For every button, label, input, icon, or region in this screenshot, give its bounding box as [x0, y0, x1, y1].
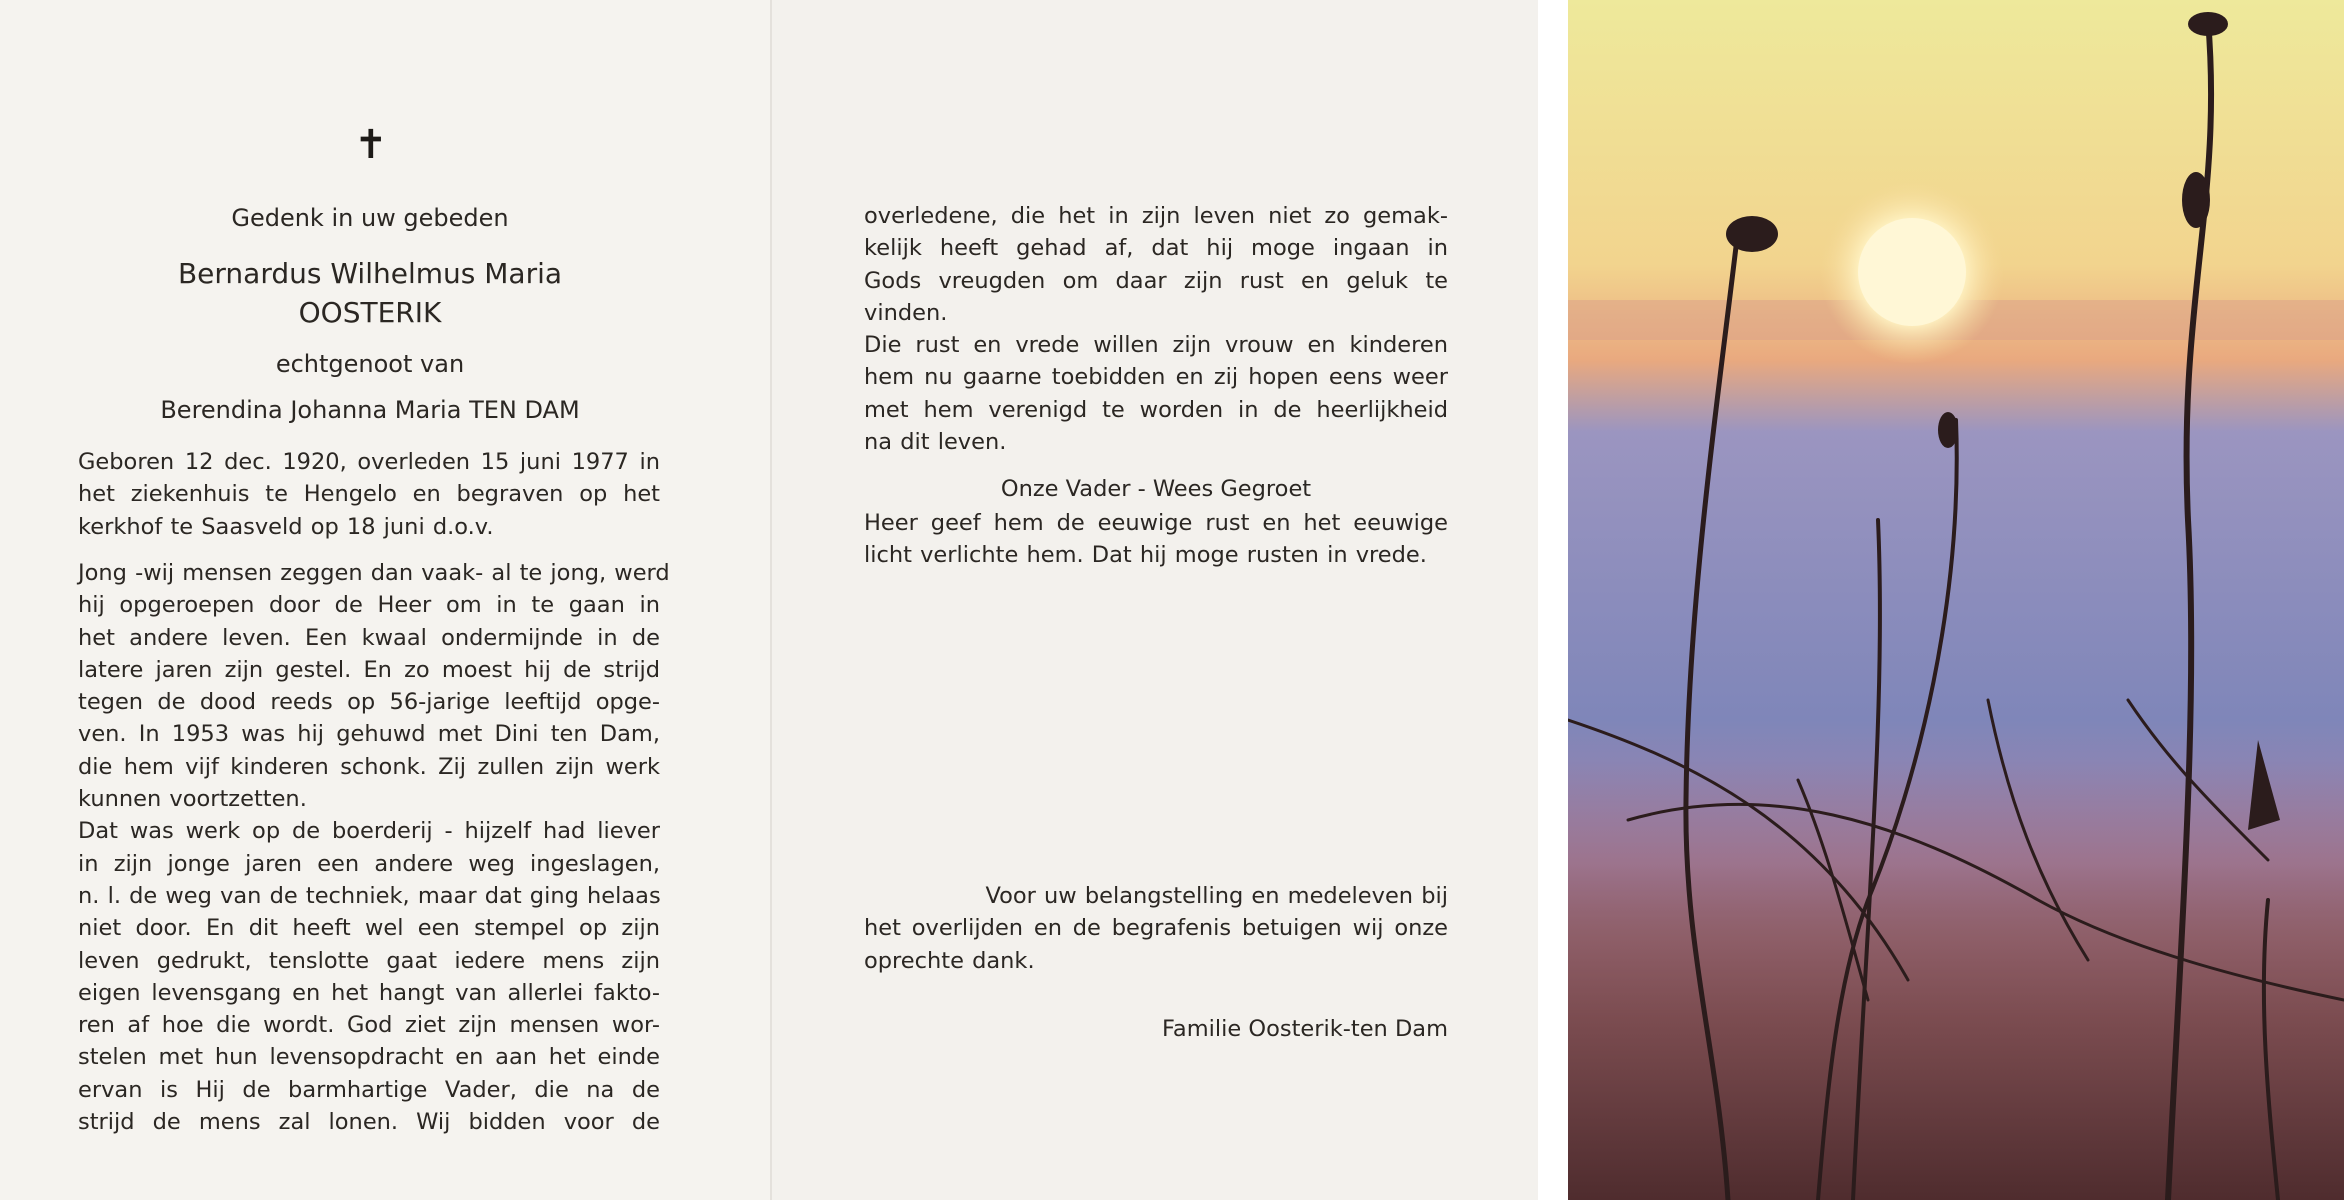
text-line: met hem verenigd te worden in de heerlijkheid	[864, 396, 1448, 423]
family-signature: Familie Oosterik-ten Dam	[1162, 1016, 1448, 1042]
deceased-name-line1: Bernardus Wilhelmus Maria	[177, 257, 563, 290]
text-line: latere jaren zijn gestel. En zo moest hij de strijd	[78, 656, 660, 683]
thanks-paragraph	[864, 880, 1448, 977]
text-line: kerkhof te Saasveld op 18 juni d.o.v.	[78, 513, 494, 540]
text-line: hem nu gaarne toebidden en zij hopen eens weer	[864, 364, 1448, 391]
text-line: Geboren 12 dec. 1920, overleden 15 juni 1977 in	[78, 449, 660, 475]
text-line: het ziekenhuis te Hengelo en begraven op het	[78, 481, 660, 508]
spouse-name: Berendina Johanna Maria TEN DAM	[160, 396, 580, 424]
deceased-name	[40, 254, 700, 332]
text-line: ren af hoe die wordt. God ziet zijn mensen wor-	[78, 1012, 660, 1039]
sunset-photo-illustration	[1568, 0, 2344, 1200]
text-line: licht verlichte hem. Dat hij moge rusten in vrede.	[864, 542, 1427, 569]
text-line: oprechte dank.	[864, 947, 1035, 974]
prayer-heading: Onze Vader - Wees Gegroet	[1000, 476, 1312, 502]
rest-prayer	[864, 507, 1448, 572]
text-line: hij opgeroepen door de Heer om in te gaan in	[78, 592, 660, 619]
birth-death-paragraph	[78, 446, 660, 543]
text-line: het andere leven. Een kwaal ondermijnde in de	[78, 624, 660, 651]
text-line: Voor uw belangstelling en medeleven bij	[985, 883, 1448, 909]
text-line: Die rust en vrede willen zijn vrouw en kinderen	[864, 332, 1448, 359]
intro-text: Gedenk in uw gebeden	[231, 204, 509, 232]
text-line: in zijn jonge jaren een andere weg ingeslagen,	[78, 850, 660, 877]
text-line: strijd de mens zal lonen. Wij bidden voor de	[78, 1109, 660, 1136]
deceased-name-line2: OOSTERIK	[298, 296, 442, 329]
text-line: vinden.	[864, 299, 948, 326]
text-line: het overlijden en de begrafenis betuigen wij onze	[864, 915, 1448, 942]
text-line: n. l. de weg van de techniek, maar dat ging helaas	[78, 882, 661, 909]
text-line: leven gedrukt, tenslotte gaat iedere mens zijn	[78, 947, 660, 974]
text-line: Gods vreugden om daar zijn rust en geluk te	[864, 267, 1448, 294]
text-line: kelijk heeft gehad af, dat hij moge ingaan in	[864, 235, 1448, 262]
text-line: ven. In 1953 was hij gehuwd met Dini ten Dam,	[78, 721, 660, 748]
text-line: ervan is Hij de barmhartige Vader, die na de	[78, 1076, 660, 1103]
text-line: tegen de dood reeds op 56-jarige leeftijd opge-	[78, 689, 660, 716]
text-line: Jong -wij mensen zeggen dan vaak- al te jong, werd	[78, 560, 670, 586]
sun	[1858, 218, 1966, 326]
text-line: overledene, die het in zijn leven niet zo gemak-	[864, 203, 1448, 229]
text-line: kunnen voortzetten.	[78, 786, 307, 813]
text-line: niet door. En dit heeft wel een stempel op zijn	[78, 915, 660, 942]
spouse-label: echtgenoot van	[275, 350, 465, 378]
text-line: die hem vijf kinderen schonk. Zij zullen zijn werk	[78, 753, 660, 780]
continuation-paragraph	[864, 200, 1448, 458]
left-page	[0, 0, 770, 1200]
sunset-photo	[1568, 0, 2344, 1200]
life-story-paragraph	[78, 557, 670, 1138]
cross-icon: ✝	[354, 122, 388, 168]
text-line: na dit leven.	[864, 429, 1007, 456]
text-line: Dat was werk op de boerderij - hijzelf had liever	[78, 818, 660, 845]
text-line: eigen levensgang en het hangt van allerlei fakto-	[78, 979, 660, 1006]
text-line: stelen met hun levensopdracht en aan het einde	[78, 1044, 660, 1071]
text-line: Heer geef hem de eeuwige rust en het eeuwige	[864, 510, 1448, 536]
